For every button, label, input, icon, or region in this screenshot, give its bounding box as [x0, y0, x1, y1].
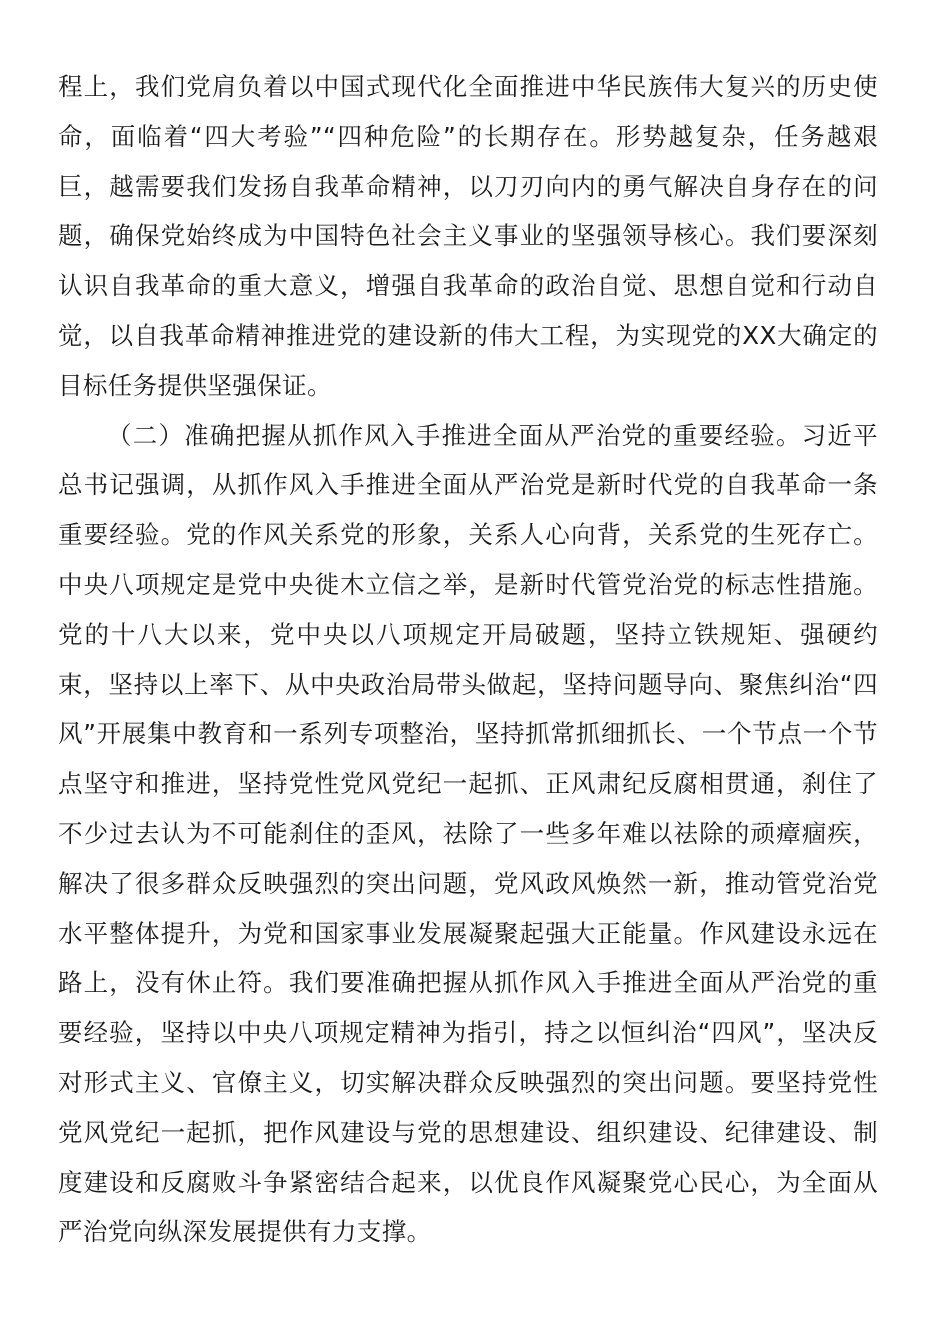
paragraph-continuation: 程上，我们党肩负着以中国式现代化全面推进中华民族伟大复兴的历史使命，面临着“四大考验”“四种危险”的长期存在。形势越复杂，任务越艰巨，越需要我们发扬自我革命精神，以刀刃向内的勇气解决自身存在的问题，确保党始终成为中国特色社会主义事业的坚强领导核心。我们要深刻认识自我革命的重大意义，增强自我革命的政治自觉、思想自觉和行动自觉，以自我革命精神推进党的建设新的伟大工程，为实现党的XX大确定的目标任务提供坚强保证。 [58, 72, 878, 400]
document-body [58, 62, 878, 1257]
paragraph-section-two: （二）准确把握从抓作风入手推进全面从严治党的重要经验。习近平总书记强调，从抓作风入手推进全面从严治党是新时代党的自我革命一条重要经验。党的作风关系党的形象，关系人心向背，关系党的生死存亡。中央八项规定是党中央徙木立信之举，是新时代管党治党的标志性措施。党的十八大以来，党中央以八项规定开局破题，坚持立铁规矩、强硬约束，坚持以上率下、从中央政治局带头做起，坚持问题导向、聚焦纠治“四风”开展集中教育和一系列专项整治，坚持抓常抓细抓长、一个节点一个节点坚守和推进，坚持党性党风党纪一起抓、正风肃纪反腐相贯通，刹住了不少过去认为不可能刹住的歪风，祛除了一些多年难以祛除的顽瘴痼疾，解决了很多群众反映强烈的突出问题，党风政风焕然一新，推动管党治党水平整体提升，为党和国家事业发展凝聚起强大正能量。作风建设永远在路上，没有休止符。我们要准确把握从抓作风入手推进全面从严治党的重要经验，坚持以中央八项规定精神为指引，持之以恒纠治“四风”，坚决反对形式主义、官僚主义，切实解决群众反映强烈的突出问题。要坚持党性党风党纪一起抓，把作风建设与党的思想建设、组织建设、纪律建设、制度建设和反腐败斗争紧密结合起来，以优良作风凝聚党心民心，为全面从严治党向纵深发展提供有力支撑。 [58, 420, 878, 1247]
